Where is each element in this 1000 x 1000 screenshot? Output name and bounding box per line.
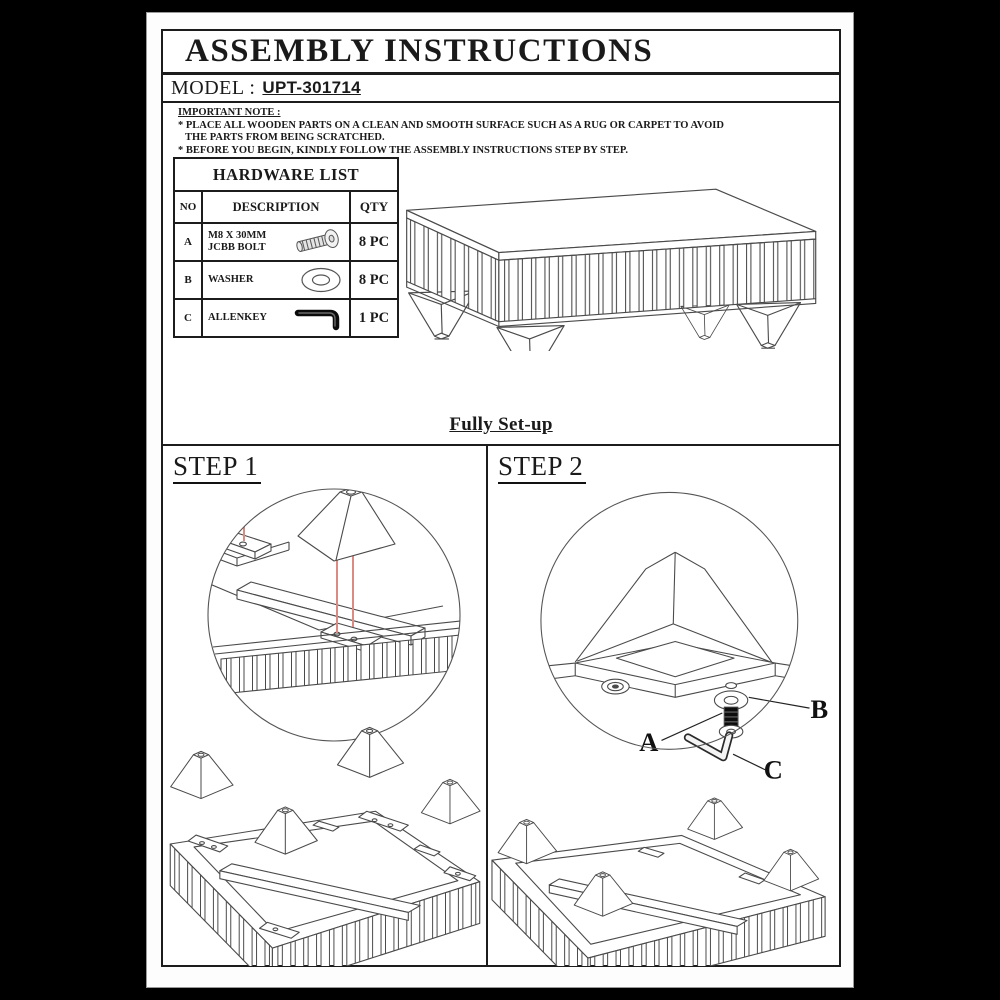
coffee-table bbox=[407, 189, 816, 351]
bolt-hole bbox=[726, 683, 737, 689]
col-header-description: DESCRIPTION bbox=[203, 192, 351, 222]
allen-key-icon bbox=[292, 305, 344, 331]
inverted-table bbox=[170, 811, 479, 966]
title-box bbox=[163, 31, 839, 75]
part-description: WASHER bbox=[208, 274, 254, 285]
step1-panel bbox=[163, 446, 488, 965]
assembled-table-drawing bbox=[399, 181, 833, 351]
step1-zoom-circle-drawing bbox=[203, 484, 465, 746]
step2-label: STEP 2 bbox=[498, 451, 586, 484]
note-line-1: * PLACE ALL WOODEN PARTS ON A CLEAN AND SMOOTH SURFACE SUCH AS A RUG OR CARPET TO AVOID bbox=[178, 119, 724, 131]
zoom-circle bbox=[541, 492, 798, 749]
steps-row bbox=[163, 444, 839, 965]
part-label-b: B bbox=[810, 693, 829, 724]
fully-setup-caption: Fully Set-up bbox=[449, 414, 553, 435]
col-header-no: NO bbox=[175, 192, 203, 222]
hardware-row-allenkey bbox=[175, 300, 397, 336]
washer-icon bbox=[298, 266, 344, 294]
note-heading: IMPORTANT NOTE : bbox=[178, 107, 281, 118]
part-letter: B bbox=[175, 262, 203, 298]
part-letter: A bbox=[175, 224, 203, 260]
important-note bbox=[178, 107, 730, 157]
instruction-sheet-page bbox=[146, 12, 854, 988]
hardware-header-row bbox=[175, 192, 397, 224]
part-qty: 8 PC bbox=[358, 233, 390, 250]
part-qty: 1 PC bbox=[358, 309, 390, 326]
hardware-row-bolt bbox=[175, 224, 397, 262]
page-title: ASSEMBLY INSTRUCTIONS bbox=[185, 33, 654, 69]
hardware-list-title: HARDWARE LIST bbox=[175, 159, 397, 192]
step2-zoom-circle-drawing bbox=[488, 446, 835, 784]
fully-setup-caption-wrap bbox=[163, 414, 839, 436]
bolt-icon bbox=[292, 229, 344, 255]
step2-panel bbox=[488, 446, 839, 965]
part-qty: 8 PC bbox=[358, 271, 390, 288]
step1-label: STEP 1 bbox=[173, 451, 261, 484]
leg-underside bbox=[517, 552, 829, 697]
table-leg bbox=[298, 488, 395, 561]
part-label-a: A bbox=[639, 727, 659, 758]
part-description: M8 X 30MM JCBB BOLT bbox=[208, 230, 267, 253]
model-row bbox=[163, 75, 839, 103]
hardware-row-washer bbox=[175, 262, 397, 300]
part-letter: C bbox=[175, 300, 203, 336]
note-line-2: THE PARTS FROM BEING SCRATCHED. bbox=[185, 132, 385, 143]
part-description: ALLENKEY bbox=[208, 312, 267, 323]
hardware-list-table bbox=[173, 157, 399, 338]
note-line-3: * BEFORE YOU BEGIN, KINDLY FOLLOW THE ASSEMBLY INSTRUCTIONS STEP BY STEP. bbox=[178, 144, 628, 156]
model-number: UPT-301714 bbox=[262, 78, 361, 97]
col-header-qty: QTY bbox=[359, 199, 389, 214]
step2-assembled-drawing bbox=[490, 786, 834, 966]
content-frame bbox=[161, 29, 841, 967]
part-label-c: C bbox=[763, 754, 783, 784]
step1-parts-drawing bbox=[163, 722, 485, 966]
model-label: MODEL : bbox=[171, 76, 256, 99]
